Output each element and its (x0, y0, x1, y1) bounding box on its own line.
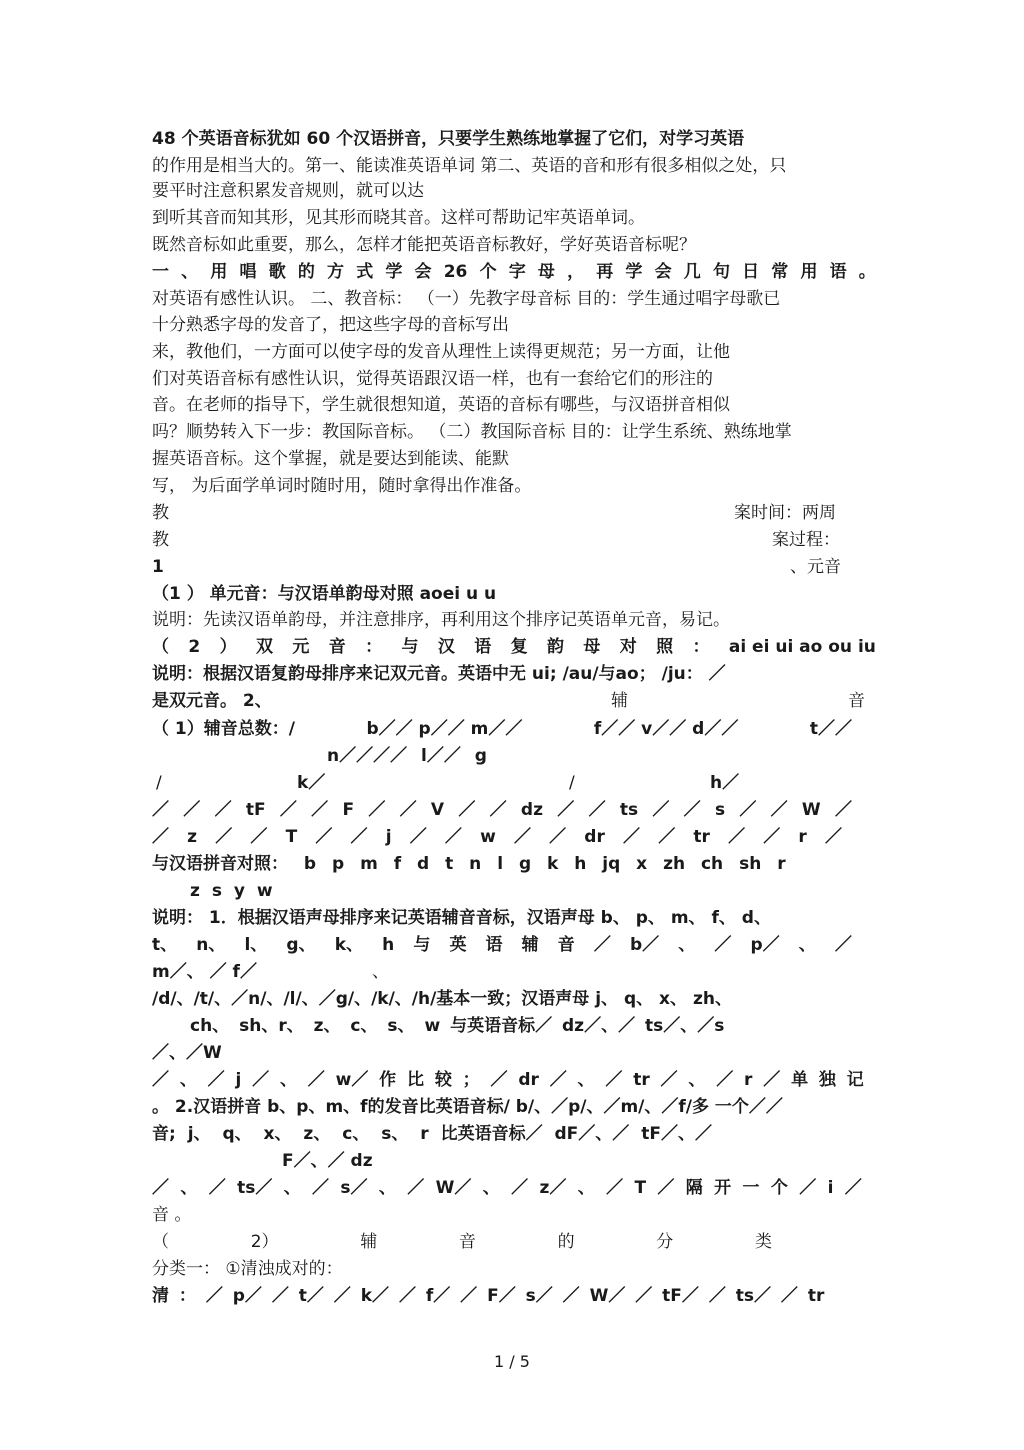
text-line: 。 2.汉语拼音 b、p、m、f的发音比英语音标/ b/、／p/、／m/、／f/多 一个／／ (152, 1097, 783, 1117)
text-token: 作 (379, 1070, 397, 1090)
text-token: ts (619, 800, 639, 820)
text-token: ／ (716, 1070, 734, 1090)
text-line: 分类一： ①清浊成对的： (152, 1259, 343, 1279)
text-line: 说明：根据汉语复韵母排序来记双元音。英语中无 ui; /au/与ao； /ju： ／ (152, 664, 726, 684)
text-token: 式 (356, 262, 374, 282)
text-line: 来，教他们，一方面可以使字母的发音从理性上读得更规范；另一方面，让他 (152, 342, 730, 362)
spread-line (152, 261, 876, 283)
text-token: 、 (279, 1070, 297, 1090)
text-token: 一 (742, 1178, 760, 1198)
text-token: 个 (479, 262, 497, 282)
text-token: 母 (583, 637, 601, 657)
text-token: 、 (688, 1070, 706, 1090)
text-token: 个 (770, 1178, 788, 1198)
text-token: 的 (297, 262, 315, 282)
text-token: 会 (414, 262, 432, 282)
text-token: 一 (152, 262, 169, 282)
text-token: 记 (846, 1070, 864, 1090)
text-token: 汉 (437, 637, 455, 657)
text-fragment: ch、 sh、r、 z、 c、 s、 w 与英语音标／ dz／、／ ts／、／s (190, 1016, 725, 1036)
text-fragment: 教 (152, 530, 169, 550)
text-token: z (187, 827, 198, 847)
text-token: 元 (292, 637, 310, 657)
text-token: 对 (619, 637, 637, 657)
text-fragment: 音 。 (152, 1205, 192, 1225)
text-token: s／ (340, 1178, 368, 1198)
text-token: ／ (799, 1178, 817, 1198)
text-token: b／ (629, 935, 660, 955)
text-token: T (634, 1178, 647, 1198)
text-fragment: k／ (297, 773, 326, 793)
text-token: ／ (606, 1178, 624, 1198)
text-token: 双 (255, 637, 273, 657)
text-token: ／ (368, 800, 386, 820)
text-token: ／ (152, 800, 169, 820)
text-token: ／ (657, 1178, 675, 1198)
text-token: ／ (350, 827, 368, 847)
text-token: 、 (378, 1178, 396, 1198)
text-fragment: / (156, 773, 162, 793)
text-token: 与 (413, 935, 431, 955)
text-token: 、 (283, 1178, 301, 1198)
text-token: 单 (791, 1070, 809, 1090)
text-fragment: 案时间：两周 (734, 503, 836, 523)
text-token: 唱 (239, 262, 257, 282)
text-token: b／／ p／／ m／／ (366, 719, 523, 739)
text-token: ／ (549, 1070, 567, 1090)
text-token: ／ (215, 827, 233, 847)
text-token: 语 (485, 935, 503, 955)
text-line: 握英语音标。这个掌握，就是要达到能读、能默 (152, 449, 509, 469)
text-token: ／ (458, 800, 476, 820)
text-token: 、 (577, 1070, 595, 1090)
text-token: W／ (435, 1178, 472, 1198)
text-token: i (827, 1178, 834, 1198)
text-token: ： (692, 637, 710, 657)
text-token: ／ (844, 1178, 862, 1198)
text-token: 辅 (521, 935, 539, 955)
text-token: 学 (385, 262, 403, 282)
text-token: 类 (754, 1232, 772, 1252)
text-token: 句 (712, 262, 730, 282)
text-token: ／ (683, 800, 701, 820)
text-token: 学 (625, 262, 643, 282)
text-line: 要平时注意积累发音规则，就可以达 (152, 181, 424, 201)
text-token: 26 (443, 262, 468, 282)
text-token: 音 (328, 637, 346, 657)
text-fragment: z s y w (190, 881, 273, 901)
page-number: 1 / 5 (494, 1352, 530, 1371)
text-token: 、 (798, 935, 816, 955)
text-token: 较 (434, 1070, 452, 1090)
text-fragment: F／、／ dz (282, 1151, 373, 1171)
text-line: 写， 为后面学单词时随时用，随时拿得出作准备。 (152, 476, 532, 496)
text-token: ／ (593, 935, 611, 955)
text-token: dr (584, 827, 605, 847)
text-token: ／ (824, 827, 842, 847)
text-fragment: 1 (152, 557, 164, 577)
text-token: ／ (763, 827, 781, 847)
text-token: ／ (399, 800, 417, 820)
text-token: 2 (188, 637, 201, 657)
text-token: f／／ v／／ d／／ (593, 719, 739, 739)
text-line: 十分熟悉字母的发音了，把这些字母的音标写出 (152, 315, 509, 335)
text-token: ／ (315, 827, 333, 847)
text-token: ／ (605, 1070, 623, 1090)
text-token: 会 (654, 262, 672, 282)
text-token: ， (567, 262, 585, 282)
text-token: ／ (652, 800, 670, 820)
text-token: ／ (207, 1070, 225, 1090)
text-token: ／ (409, 827, 427, 847)
spread-line (152, 718, 852, 740)
text-token: ／ (714, 935, 732, 955)
text-token: 日 (742, 262, 760, 282)
text-token: ／ (834, 935, 852, 955)
text-fragment: 、 (372, 962, 389, 982)
text-token: z／ (539, 1178, 567, 1198)
text-token: ／ (407, 1178, 425, 1198)
text-token: 语 (829, 262, 847, 282)
text-token: 比 (407, 1070, 424, 1090)
text-token: 几 (683, 262, 701, 282)
text-token: g、 (286, 935, 316, 955)
text-token: j (235, 1070, 242, 1090)
text-fragment: / (569, 773, 575, 793)
text-token: ／ (658, 827, 676, 847)
text-token: 隔 (685, 1178, 703, 1198)
text-token: 音 (458, 1232, 476, 1252)
text-line: 说明：先读汉语单韵母，并注意排序，再利用这个排序记英语单元音，易记。 (152, 610, 730, 630)
text-line: 音。在老师的指导下，学生就很想知道，英语的音标有哪些，与汉语拼音相似 (152, 395, 730, 415)
text-token: t／／ (809, 719, 852, 739)
text-token: ／ (444, 827, 462, 847)
spread-line (152, 636, 876, 658)
text-token: 的 (557, 1232, 575, 1252)
text-token: 常 (771, 262, 789, 282)
text-token: 、 (577, 1178, 595, 1198)
text-token: ／ (312, 1178, 330, 1198)
text-token: 照 (656, 637, 674, 657)
text-token: 歌 (268, 262, 286, 282)
text-line: 音; j、 q、 x、 z、 c、 s、 r 比英语音标／ dF／、／ tF／、／ (152, 1124, 712, 1144)
text-token: tr (693, 827, 710, 847)
text-token: 、 (180, 1178, 198, 1198)
text-token: k、 (334, 935, 363, 955)
text-token: ／ (834, 800, 852, 820)
text-token: ／ (152, 827, 169, 847)
text-token: （ 1）辅音总数：/ (152, 719, 295, 739)
text-token: w (480, 827, 496, 847)
text-token: 韵 (546, 637, 564, 657)
text-token: ／ (489, 800, 507, 820)
text-token: ／ (557, 800, 575, 820)
text-token: ／ (252, 1070, 270, 1090)
text-fragment: 教 (152, 503, 169, 523)
text-token: 用 (800, 262, 818, 282)
text-token: ／ (770, 800, 788, 820)
text-fragment: 音 (848, 691, 865, 711)
text-fragment: 是双元音。 2、 (152, 691, 272, 711)
text-token: w／ (335, 1070, 369, 1090)
text-token: ／ (183, 800, 201, 820)
spread-line (152, 1069, 864, 1091)
text-token: ／ (490, 1070, 508, 1090)
text-token: l、 (244, 935, 268, 955)
text-token: ／ (307, 1070, 325, 1090)
text-token: ／ (208, 1178, 226, 1198)
text-token: （ (152, 637, 169, 657)
text-token: p／ (750, 935, 780, 955)
text-token: F (342, 800, 355, 820)
text-line: 既然音标如此重要，那么，怎样才能把英语音标教好，学好英语音标呢？ (152, 235, 696, 255)
text-token: ／ (623, 827, 641, 847)
text-token: s (714, 800, 726, 820)
text-line: 的作用是相当大的。第一、能读准英语单词 第二、英语的音和形有很多相似之处，只 (152, 156, 787, 176)
text-token: ； (462, 1070, 480, 1090)
text-token: tF (245, 800, 266, 820)
text-fragment: 、元音 (790, 557, 841, 577)
text-token: T (285, 827, 298, 847)
text-token: 用 (210, 262, 228, 282)
text-line: 48 个英语音标犹如 60 个汉语拼音，只要学生熟练地掌握了它们，对学习英语 (152, 129, 745, 149)
text-line: 与汉语拼音对照： b p m f d t n l g k h jq x zh ch sh r (152, 854, 786, 874)
text-token: ／ (549, 827, 567, 847)
text-token: r (744, 1070, 753, 1090)
text-token: ／ (660, 1070, 678, 1090)
spread-line (152, 1177, 862, 1199)
text-line: 到听其音而知其形，见其形而晓其音。这样可帮助记牢英语单词。 (152, 208, 645, 228)
text-token: ／ (588, 800, 606, 820)
text-token: W (801, 800, 821, 820)
text-token: r (798, 827, 807, 847)
text-token: 、 (482, 1178, 500, 1198)
text-token: 独 (818, 1070, 836, 1090)
text-fragment: m／、 ／ f／ (152, 962, 257, 982)
text-token: h (382, 935, 395, 955)
text-fragment: h／ (710, 773, 740, 793)
text-token: 、 (181, 262, 199, 282)
text-token: n、 (196, 935, 226, 955)
text-fragment: n／／／／ l／／ g (327, 746, 487, 766)
spread-line (152, 826, 842, 848)
spread-line (152, 799, 852, 821)
spread-line (152, 934, 852, 956)
text-token: 英 (449, 935, 467, 955)
text-token: 开 (714, 1178, 732, 1198)
text-line: 吗？顺势转入下一步：教国际音标。 （二）教国际音标 目的：让学生系统、熟练地掌 (152, 422, 792, 442)
text-token: 、 (179, 1070, 197, 1090)
text-token: ／ (152, 1070, 169, 1090)
text-token: tr (633, 1070, 650, 1090)
text-token: ／ (513, 827, 531, 847)
text-token: ／ (311, 800, 329, 820)
text-token: 分 (656, 1232, 674, 1252)
text-token: 辅 (360, 1232, 378, 1252)
text-token: ／ (250, 827, 268, 847)
text-token: ） (219, 637, 237, 657)
text-token: 母 (537, 262, 555, 282)
text-token: ／ (279, 800, 297, 820)
text-token: 。 (858, 262, 876, 282)
text-token: V (430, 800, 445, 820)
text-token: 2） (250, 1232, 279, 1252)
text-line: 说明： 1．根据汉语声母排序来记英语辅音音标，汉语声母 b、 p、 m、 f、 d、 (152, 908, 771, 928)
text-line: 对英语有感性认识。 二、教音标： （一）先教字母音标 目的：学生通过唱字母歌已 (152, 289, 781, 309)
text-token: j (385, 827, 392, 847)
text-line: 们对英语音标有感性认识，觉得英语跟汉语一样，也有一套给它们的形注的 (152, 369, 713, 389)
text-token: ： (365, 637, 383, 657)
text-token: dr (518, 1070, 539, 1090)
text-line: /d/、/t/、／n/、/l/、／g/、/k/、/h/基本一致；汉语声母 j、 q、 x、 zh、 (152, 989, 732, 1009)
text-token: 与 (401, 637, 419, 657)
text-token: ／ (511, 1178, 529, 1198)
spread-line (152, 1231, 772, 1253)
text-token: dz (520, 800, 543, 820)
text-token: ／ (214, 800, 232, 820)
text-token: ／ (763, 1070, 781, 1090)
text-token: ／ (739, 800, 757, 820)
text-token: ts／ (237, 1178, 273, 1198)
text-token: ／ (152, 1178, 169, 1198)
text-fragment: 案过程： (772, 530, 840, 550)
text-token: 再 (596, 262, 614, 282)
text-token: 音 (557, 935, 575, 955)
text-line: 清 ： ／ p／ ／ t／ ／ k／ ／ f／ ／ F／ s／ ／ W／ ／ tF／ ／ ts／ ／ tr (152, 1286, 825, 1306)
text-token: 方 (327, 262, 345, 282)
text-line: （1 ） 单元音：与汉语单韵母对照 aoei u u (152, 584, 497, 604)
text-token: 、 (678, 935, 696, 955)
text-token: （ (152, 1232, 169, 1252)
text-token: ai ei ui ao ou iu (728, 637, 876, 657)
text-fragment: 辅 (611, 691, 628, 711)
text-token: 字 (508, 262, 526, 282)
text-token: 复 (510, 637, 528, 657)
text-token: ／ (728, 827, 746, 847)
text-token: t、 (152, 935, 178, 955)
text-token: 语 (474, 637, 492, 657)
text-line: ／、／W (152, 1043, 222, 1063)
